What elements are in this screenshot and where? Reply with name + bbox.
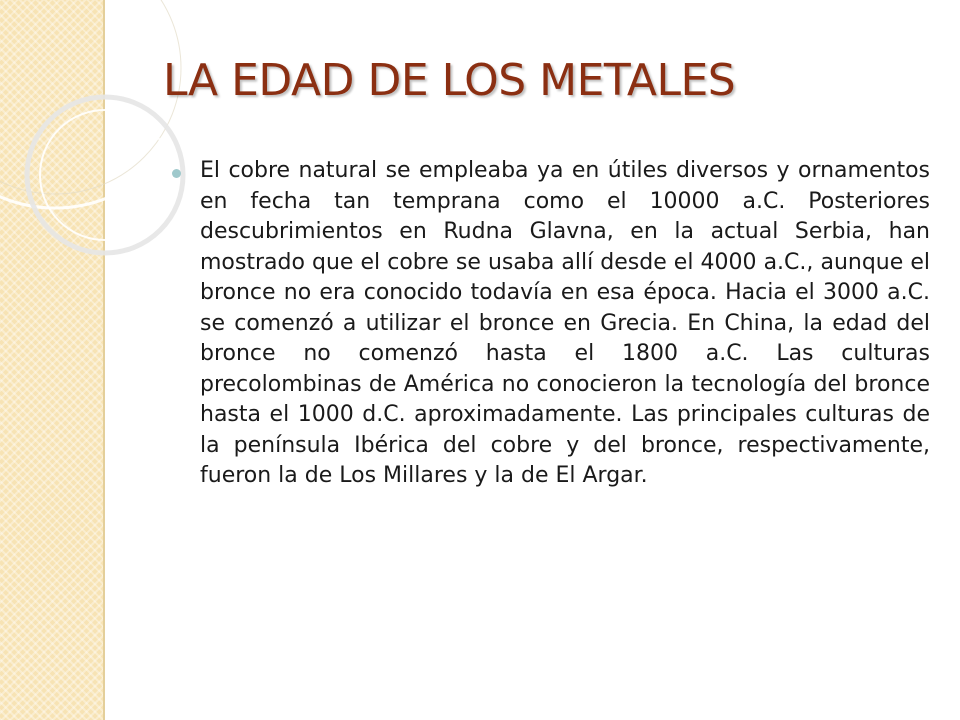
slide-title: LA EDAD DE LOS METALES bbox=[163, 55, 736, 106]
slide-sidebar-panel bbox=[0, 0, 105, 720]
bullet-dot-icon bbox=[172, 169, 181, 178]
bullet-list bbox=[172, 156, 930, 492]
bullet-text: El cobre natural se empleaba ya en útiles diversos y ornamentos en fecha tan temprana como el 10000 a.C. Posteriores descubrimientos en Rudna Glavna, en la actual Serbia, han mostrado que el cobre se usaba allí desde el 4000 a.C., aunque el bronce no era conocido todavía en esa época. Hacia el 3000 a.C. se comenzó a utilizar el bronce en Grecia. En China, la edad del bronce no comenzó hasta el 1800 a.C. Las culturas precolombinas de América no conocieron la tecnología del bronce hasta el 1000 d.C. aproximadamente. Las principales culturas de la península Ibérica del cobre y del bronce, respectivamente, fueron la de Los Millares y la de El Argar. bbox=[200, 158, 930, 488]
bullet-item bbox=[172, 156, 930, 492]
sidebar-divider bbox=[103, 0, 105, 720]
